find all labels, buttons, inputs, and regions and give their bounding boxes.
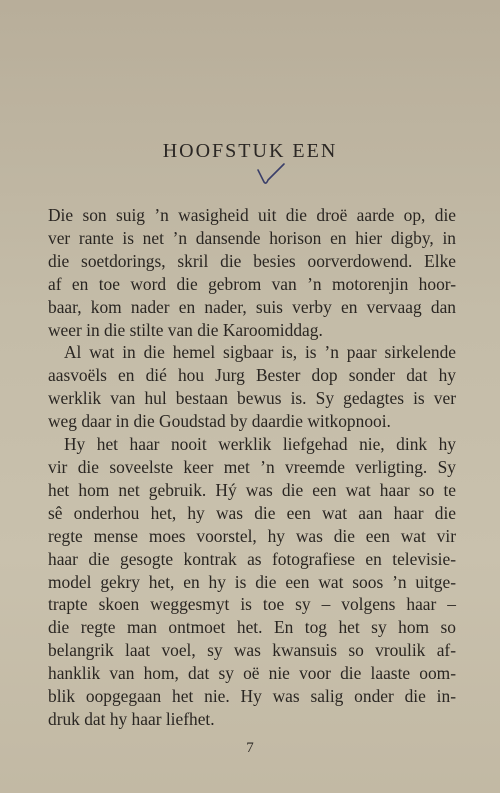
paragraph <box>48 341 456 433</box>
text-line: weer in die stilte van die Karoomiddag. <box>48 319 323 340</box>
text-line: baar, kom nader en nader, suis verby en vervaag dan <box>48 296 456 317</box>
text-line: blik oopgegaan het nie. Hy was salig onder die in- <box>48 686 456 707</box>
handwritten-check-icon <box>254 160 294 188</box>
text-line: die soetdorings, skril die besies oorverdowend. Elke <box>48 250 456 271</box>
text-line: Hy het haar nooit werklik liefgehad nie, dink hy <box>64 434 456 455</box>
text-line: ver rante is net ’n dansende horison en hier digby, in <box>48 227 456 248</box>
text-line: Al wat in die hemel sigbaar is, is ’n paar sirkelende <box>64 342 456 363</box>
chapter-title: HOOFSTUK EEN <box>162 140 338 162</box>
text-line: Die son suig ’n wasigheid uit die droë aarde op, die <box>48 205 456 225</box>
text-line: weg daar in die Goudstad by daardie witkopnooi. <box>48 411 391 432</box>
text-line: model gekry het, en hy is die een wat soos ’n uitge- <box>48 571 456 592</box>
text-line: aasvoëls en dié hou Jurg Bester dop sonder dat hy <box>48 365 456 386</box>
text-line: sê onderhou het, hy was die een wat aan haar die <box>48 502 456 523</box>
text-line: druk dat hy haar liefhet. <box>48 708 215 729</box>
text-line: haar die gesogte kontrak as fotografiese en televisie- <box>48 548 456 569</box>
text-line: trapte skoen weggesmyt is toe sy – volgens haar – <box>48 594 456 615</box>
text-line: hanklik van hom, dat sy oë nie voor die laaste oom- <box>48 663 456 684</box>
page-number: 7 <box>246 740 254 756</box>
paragraph <box>48 204 456 341</box>
text-line: regte mense moes voorstel, hy was die een wat vir <box>48 525 456 546</box>
paragraph <box>48 433 456 731</box>
text-line: vir die soveelste keer met ’n vreemde verligting. Sy <box>48 456 456 477</box>
text-line: die regte man ontmoet het. En tog het sy hom so <box>48 617 456 638</box>
text-line: werklik van hul bestaan bewus is. Sy gedagtes is ver <box>48 388 456 409</box>
text-line: belangrik laat voel, sy was kwansuis so vroulik af- <box>48 640 456 661</box>
text-line: het hom net gebruik. Hý was die een wat haar so te <box>48 479 456 500</box>
chapter-body <box>48 204 456 731</box>
text-line: af en toe word die gebrom van ’n motorenjin hoor- <box>48 273 456 294</box>
